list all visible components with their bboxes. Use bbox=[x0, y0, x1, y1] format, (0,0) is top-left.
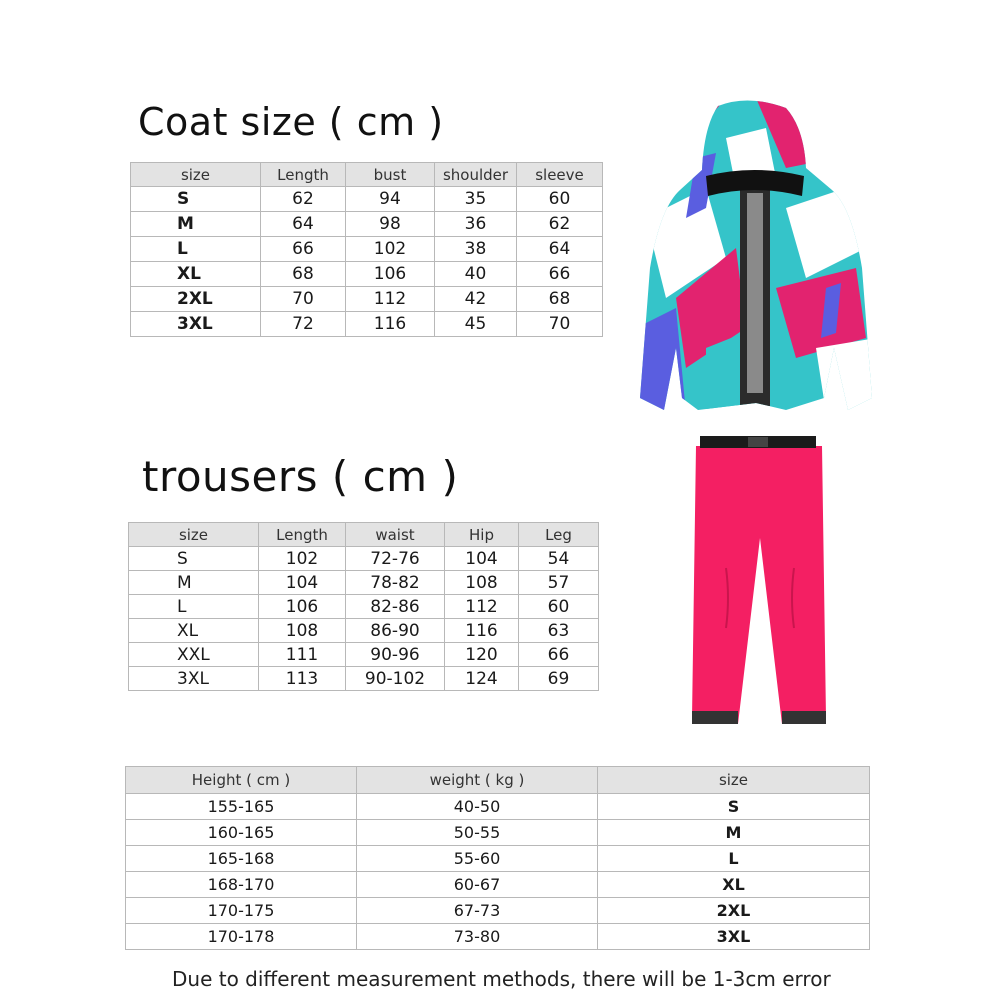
table-cell: 86-90 bbox=[346, 619, 445, 643]
table-cell: 168-170 bbox=[126, 872, 357, 898]
table-cell: 3XL bbox=[131, 312, 261, 337]
table-cell: 124 bbox=[445, 667, 519, 691]
column-header: waist bbox=[346, 523, 445, 547]
table-cell: 72 bbox=[261, 312, 346, 337]
table-cell: 116 bbox=[445, 619, 519, 643]
table-cell: XL bbox=[129, 619, 259, 643]
table-row bbox=[129, 643, 599, 667]
ski-jacket-image bbox=[636, 98, 876, 413]
table-cell: 70 bbox=[261, 287, 346, 312]
table-cell: 66 bbox=[519, 643, 599, 667]
table-cell: 106 bbox=[346, 262, 435, 287]
table-cell: 2XL bbox=[131, 287, 261, 312]
table-cell: 60-67 bbox=[357, 872, 598, 898]
trousers-size-title: trousers ( cm ) bbox=[142, 452, 459, 501]
table-cell: M bbox=[129, 571, 259, 595]
table-cell: 67-73 bbox=[357, 898, 598, 924]
table-cell: 112 bbox=[445, 595, 519, 619]
table-cell: 36 bbox=[435, 212, 517, 237]
table-cell: 68 bbox=[261, 262, 346, 287]
table-row bbox=[131, 312, 603, 337]
trousers-size-table bbox=[128, 522, 599, 691]
table-cell: 66 bbox=[517, 262, 603, 287]
table-cell: 170-178 bbox=[126, 924, 357, 950]
column-header: sleeve bbox=[517, 163, 603, 187]
table-row bbox=[131, 287, 603, 312]
table-row bbox=[129, 619, 599, 643]
column-header: Leg bbox=[519, 523, 599, 547]
table-cell: 108 bbox=[445, 571, 519, 595]
column-header: Height ( cm ) bbox=[126, 767, 357, 794]
table-row bbox=[131, 187, 603, 212]
table-cell: 90-96 bbox=[346, 643, 445, 667]
table-cell: 112 bbox=[346, 287, 435, 312]
table-cell: 170-175 bbox=[126, 898, 357, 924]
table-row bbox=[129, 547, 599, 571]
measurement-note: Due to different measurement methods, there will be 1-3cm error bbox=[172, 967, 831, 991]
table-cell: S bbox=[131, 187, 261, 212]
column-header: Hip bbox=[445, 523, 519, 547]
table-cell: M bbox=[131, 212, 261, 237]
table-cell: 165-168 bbox=[126, 846, 357, 872]
ski-trousers-image bbox=[686, 428, 834, 730]
table-cell: 55-60 bbox=[357, 846, 598, 872]
table-cell: 69 bbox=[519, 667, 599, 691]
column-header: size bbox=[131, 163, 261, 187]
table-cell: 60 bbox=[519, 595, 599, 619]
table-cell: 98 bbox=[346, 212, 435, 237]
table-row bbox=[131, 262, 603, 287]
column-header: size bbox=[129, 523, 259, 547]
table-row bbox=[126, 924, 870, 950]
table-cell: 38 bbox=[435, 237, 517, 262]
table-row bbox=[131, 237, 603, 262]
table-cell: XXL bbox=[129, 643, 259, 667]
table-cell: 102 bbox=[259, 547, 346, 571]
table-cell: 3XL bbox=[129, 667, 259, 691]
table-cell: 160-165 bbox=[126, 820, 357, 846]
table-header-row bbox=[129, 523, 599, 547]
table-row bbox=[129, 571, 599, 595]
table-cell: 94 bbox=[346, 187, 435, 212]
column-header: Length bbox=[261, 163, 346, 187]
column-header: weight ( kg ) bbox=[357, 767, 598, 794]
table-row bbox=[126, 898, 870, 924]
column-header: bust bbox=[346, 163, 435, 187]
table-row bbox=[126, 846, 870, 872]
table-cell: 90-102 bbox=[346, 667, 445, 691]
table-cell: M bbox=[598, 820, 870, 846]
table-cell: 106 bbox=[259, 595, 346, 619]
height-weight-size-table bbox=[125, 766, 870, 950]
table-cell: 113 bbox=[259, 667, 346, 691]
table-cell: 50-55 bbox=[357, 820, 598, 846]
table-cell: 73-80 bbox=[357, 924, 598, 950]
column-header: size bbox=[598, 767, 870, 794]
table-cell: 155-165 bbox=[126, 794, 357, 820]
table-cell: 104 bbox=[445, 547, 519, 571]
table-cell: L bbox=[598, 846, 870, 872]
table-cell: 62 bbox=[261, 187, 346, 212]
table-row bbox=[126, 794, 870, 820]
table-cell: 62 bbox=[517, 212, 603, 237]
table-cell: S bbox=[598, 794, 870, 820]
table-cell: XL bbox=[131, 262, 261, 287]
table-cell: S bbox=[129, 547, 259, 571]
table-cell: 120 bbox=[445, 643, 519, 667]
table-row bbox=[131, 212, 603, 237]
table-cell: 111 bbox=[259, 643, 346, 667]
table-cell: 66 bbox=[261, 237, 346, 262]
table-cell: 64 bbox=[261, 212, 346, 237]
table-header-row bbox=[126, 767, 870, 794]
table-header-row bbox=[131, 163, 603, 187]
table-cell: 35 bbox=[435, 187, 517, 212]
table-row bbox=[126, 820, 870, 846]
table-cell: 68 bbox=[517, 287, 603, 312]
table-cell: 108 bbox=[259, 619, 346, 643]
table-cell: 42 bbox=[435, 287, 517, 312]
table-cell: 72-76 bbox=[346, 547, 445, 571]
table-cell: 78-82 bbox=[346, 571, 445, 595]
table-cell: XL bbox=[598, 872, 870, 898]
table-cell: 70 bbox=[517, 312, 603, 337]
table-cell: 60 bbox=[517, 187, 603, 212]
table-row bbox=[129, 595, 599, 619]
table-cell: 45 bbox=[435, 312, 517, 337]
table-cell: 40-50 bbox=[357, 794, 598, 820]
table-cell: 104 bbox=[259, 571, 346, 595]
table-cell: 116 bbox=[346, 312, 435, 337]
table-cell: 3XL bbox=[598, 924, 870, 950]
coat-size-title: Coat size ( cm ) bbox=[138, 100, 444, 144]
table-row bbox=[126, 872, 870, 898]
table-cell: 2XL bbox=[598, 898, 870, 924]
table-cell: L bbox=[129, 595, 259, 619]
table-row bbox=[129, 667, 599, 691]
table-cell: L bbox=[131, 237, 261, 262]
table-cell: 63 bbox=[519, 619, 599, 643]
table-cell: 102 bbox=[346, 237, 435, 262]
column-header: shoulder bbox=[435, 163, 517, 187]
table-cell: 40 bbox=[435, 262, 517, 287]
table-cell: 82-86 bbox=[346, 595, 445, 619]
coat-size-table bbox=[130, 162, 603, 337]
table-cell: 57 bbox=[519, 571, 599, 595]
column-header: Length bbox=[259, 523, 346, 547]
table-cell: 64 bbox=[517, 237, 603, 262]
table-cell: 54 bbox=[519, 547, 599, 571]
